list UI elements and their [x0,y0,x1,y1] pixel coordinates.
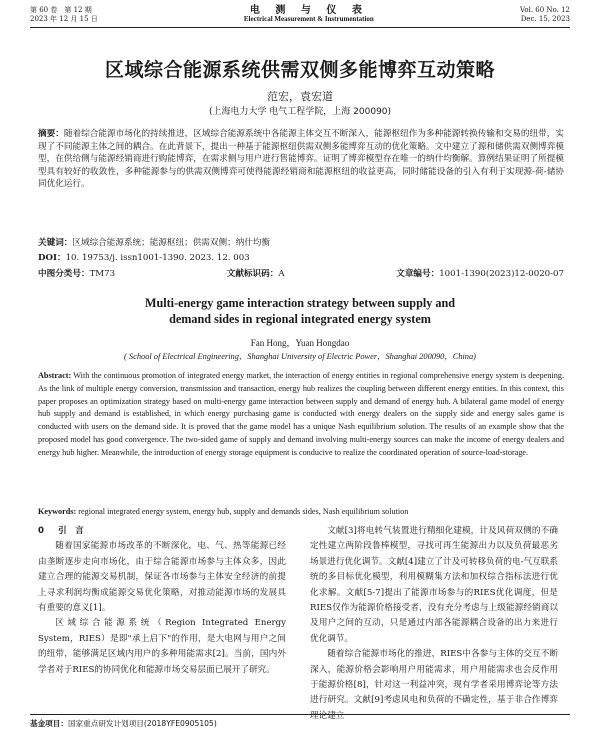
title-en-line-2: demand sides in regional integrated energy system [169,312,431,326]
authors-cn: 范宏，袁宏道 [267,90,333,103]
funding-footnote [30,714,570,729]
date-cn: 2023 年 12 月 15 日 [30,15,98,23]
doc-code-label: 文献标识码： [226,269,279,279]
abstract-en [38,370,564,460]
paragraph: 随着综合能源市场化的推进，RIES中各参与主体的交互不断深入，能源价格会影响用户用能需求，用户用能需求也会反作用于能源价格[8]，针对这一利益冲突，现有学者采用博弈论等方法进行研究。文献[9]考虑风电和负荷的不确定性，基于非合作博弈理论建立 [310,649,558,721]
paper-title-cn: 区域综合能源系统供需双侧多能博弈互动策略 [104,59,495,81]
body-column-left [38,524,286,678]
journal-name-en: Electrical Measurement & Instrumentation [243,15,374,23]
doc-code-value: A [278,269,285,279]
clc-value: TM73 [89,269,116,279]
affiliation-en: ( School of Electrical Engineering，Shanghai University of Electric Power，Shanghai 200090，China) [124,352,476,361]
keywords-label-en: Keywords: [38,507,77,516]
title-en-line-1: Multi-energy game interaction strategy between supply and [144,296,456,310]
keywords-label-cn: 关键词： [38,238,73,248]
volume-issue-en: Vol. 60 No. 12 [519,6,570,14]
doi-value[interactable]: 10. 19753/j. issn1001-1390. 2023. 12. 003 [65,253,250,263]
section-heading [38,524,286,539]
keywords-en [38,506,564,518]
article-no-label: 文章编号： [396,269,440,279]
section-number: 0 [38,526,44,536]
abstract-label-cn: 摘要： [38,129,64,139]
paragraph: 随着国家能源市场改革的不断深化，电、气、热等能源已经由垄断逐步走向市场化，由于综合能源市场参与主体众多，因此建立合理的能源交易机制，保证各市场参与主体安全经济的前提上寻求利润均衡成能源交易优化策略，对推动能源市场的发展具有重要的意义[1]。 [38,541,286,614]
paragraph: 文献[3]将电转气装置进行精细化建模，计及风荷双侧的不确定性建立两阶段鲁棒模型，寻找可再生能源出力以及负荷最恶劣场景进行优化调节。文献[4]建立了计及可转移负荷的电-气互联系统的多目标优化模型，利用模糊集方法和加权综合指标法进行优化求解。文献[5-7]提出了能源市场参与的RIES优化调度，但是RIES仅作为能源价格接受者，没有充分考虑与上级能源经销商以及用户之间的互动，只是通过内部各能源耦合设备的出力来进行优化调节。 [310,526,558,644]
authors-en: Fan Hong，Yuan Hongdao [250,338,350,348]
running-header [30,6,570,24]
paper-title-en [0,295,600,327]
classification-row [38,267,564,279]
keywords-text-cn: 区域综合能源系统；能源枢纽；供需双侧；纳什均衡 [72,238,271,248]
abstract-text-en: With the continuous promotion of integrated energy market, the interaction of energy entities in regional comprehensive energy system is deepening. As the link of multiple energy conversion, transmission and transaction, energy hub realizes the coupling between different energy entities. In this context, this paper proposes an optimization strategy based on multi-energy game interaction between supply and demand of energy hub. A bilateral game model of energy hub supply and demand is established, in which energy purchasing game is conducted with energy dealers on the supply side and energy sales game is conducted with users on the demand side. It is proved that the game model has a unique Nash equilibrium solution. The results of an example show that the proposed model has good convergence. The two-sided game of supply and demand involving multi-energy sources can make the income of energy dealers and energy hub higher. Meanwhile, the introduction of energy storage equipment is conducive to realize the coordinated operation of source-load-storage. [38,371,565,457]
article-no-value: 1001-1390(2023)12-0020-07 [439,269,564,279]
header-rule [30,27,570,28]
paragraph: 区域综合能源系统（Region Integrated Energy System，RIES）是即"承上启下"的作用，是大电网与用户之间的纽带，能够满足区域内用户的多种用能需求[2]。当前，国内外学者对于RIES的协同优化和能源市场交易层面已展开了研究。 [38,618,286,675]
date-en: Dec. 15, 2023 [520,15,570,23]
funding-text: 国家重点研发计划项目(2018YFE0905105) [67,719,217,728]
abstract-cn [38,128,564,191]
abstract-label-en: Abstract: [38,371,72,380]
body-column-right [310,524,558,724]
section-title: 引 言 [57,526,84,536]
doi-line [38,252,564,265]
volume-issue-cn: 第 60 卷 第 12 期 [30,6,92,14]
keywords-text-en: regional integrated energy system, energy hub, supply and demands sides, Nash equilibrium solution [78,507,409,516]
affiliation-cn: (上海电力大学 电气工程学院，上海 200090) [208,107,392,117]
keywords-cn [38,237,564,250]
journal-name-cn: 电 测 与 仪 表 [249,5,368,16]
abstract-text-cn: 随着综合能源市场化的持续推进，区域综合能源系统中各能源主体交互不断深入，能源枢纽作为多种能源转换传输和交易的纽带，实现了不同能源主体之间的耦合。在此背景下，提出一种基于能源枢纽供需双侧多能博弈互动的优化策略。文中建立了源和储供需双侧博弈模型，在供给侧与能源经销商进行购能博弈，在需求侧与用户进行售能博弈。证明了博弈模型存在唯一的纳什均衡解。算例结果证明了所提模型具有较好的收敛性，多种能源参与的供需双侧博弈可使得能源经销商和能源枢纽的收益更高，同时储能设备的引入有利于实现源-荷-储协同优化运行。 [38,129,564,190]
clc-label: 中图分类号： [38,269,90,279]
funding-label: 基金项目： [30,719,68,728]
doi-label: DOI： [38,253,66,263]
